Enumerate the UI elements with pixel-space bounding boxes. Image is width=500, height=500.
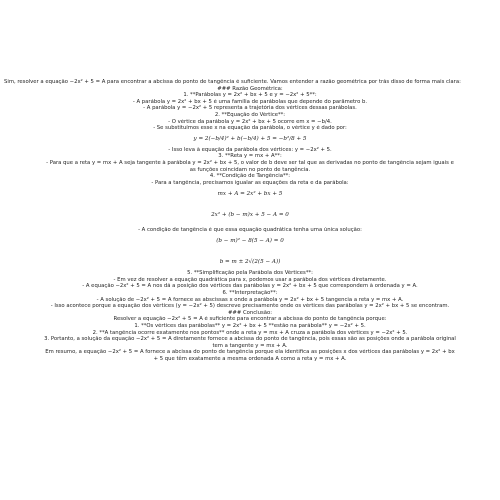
tangency-formula-2: 2x² + (b − m)x + 5 − A = 0 [211,211,289,218]
section-2-title: 2. **Equação do Vértice**: [214,112,286,119]
section-4-item-b: - A condição de tangência é que essa equação quadrática tenha uma única solução: [138,227,362,234]
section-6-item-a: - A solução de −2x² + 5 = A fornece as abscissas x onde a parábola y = 2x² + bx + 5 tangencia a reta y = mx + A. [96,296,404,303]
section-6-title: 6. **Interpretação**: [222,289,278,296]
tangency-formula-1: mx + A = 2x² + bx + 5 [217,190,283,197]
vertex-formula: y = 2(−b/4)² + b(−b/4) + 5 = −b²/8 + 5 [193,135,307,142]
section-3-item-a: - Para que a reta y = mx + A seja tangente à parábola y = 2x² + bx + 5, o valor de b deve ser tal que as derivadas no ponto de tangência sejam iguais e as funções coincidam no ponto de tangência. [46,160,454,173]
discriminant-formula: (b − m)² − 8(5 − A) = 0 [216,238,284,245]
section-4-item-a: - Para a tangência, precisamos igualar as equações da reta e da parábola: [151,179,349,186]
conclusion-item-1: 1. **Os vértices das parábolas** y = 2x² + bx + 5 **estão na parábola** y = −2x² + 5. [134,322,366,329]
section-5-title: 5. **Simplificação pela Parábola dos Vértices**: [187,270,313,277]
heading-conclusao: ### Conclusão: [227,309,273,316]
section-6-item-b: - Isso acontece porque a equação dos vértices (y = −2x² + 5) descreve precisamente onde os vértices das parábolas y = 2x² + bx + 5 se encontram. [50,303,450,310]
section-4-title: 4. **Condição de Tangência**: [209,173,291,180]
final-summary: Em resumo, a equação −2x² + 5 = A fornece a abcissa do ponto de tangência porque ela identifica as posições x dos vértices das parábolas y = 2x² + bx + 5 que têm exatamente a mesma ordenada A como a reta y = mx + A. [45,349,455,362]
section-5-item-a: - Em vez de resolver a equação quadrática para x, podemos usar a parábola dos vértices diretamente. [113,276,387,283]
section-5-item-b: - A equação −2x² + 5 = A nos dá a posição dos vértices das parábolas y = 2x² + bx + 5 que correspondem à ordenada y = A. [82,283,418,290]
section-1-item-b: - A parábola y = −2x² + 5 representa a trajetória dos vértices dessas parábolas. [143,105,357,112]
intro-paragraph: Sim, resolver a equação −2x² + 5 = A para encontrar a abcissa do ponto de tangência é suficiente. Vamos entender a razão geométrica por trás disso de forma mais clara: [4,79,461,85]
section-1-title: 1. **Parábolas y = 2x² + bx + 5 e y = −2x² + 5**: [183,92,317,99]
conclusion-item-3: 3. Portanto, a solução da equação −2x² + 5 = A diretamente fornece a abcissa do ponto de tangência, pois essas são as posições onde a parábola original tem a tangente y = mx + A. [44,336,456,349]
conclusion-intro: Resolver a equação −2x² + 5 = A é suficiente para encontrar a abcissa do ponto de tangência porque: [113,316,387,323]
conclusion-item-2: 2. **A tangência ocorre exatamente nos pontos** onde a reta y = mx + A cruza a parábola dos vértices y = −2x² + 5. [92,329,408,336]
section-2-item-a: - O vértice da parábola y = 2x² + bx + 5 ocorre em x = −b/4. [168,118,332,125]
heading-razao: ### Razão Geométrica: [217,85,283,92]
section-2-item-b: - Se substituímos esse x na equação da parábola, o vértice y é dado por: [153,125,347,132]
section-2-item-c: - Isso leva à equação da parábola dos vértices: y = −2x² + 5. [168,146,332,153]
section-1-item-a: - A parábola y = 2x² + bx + 5 é uma família de parábolas que depende do parâmetro b. [132,98,368,105]
section-3-title: 3. **Reta y = mx + A**: [218,153,282,160]
b-solution-formula: b = m ± 2√(2(5 − A)) [219,259,281,266]
